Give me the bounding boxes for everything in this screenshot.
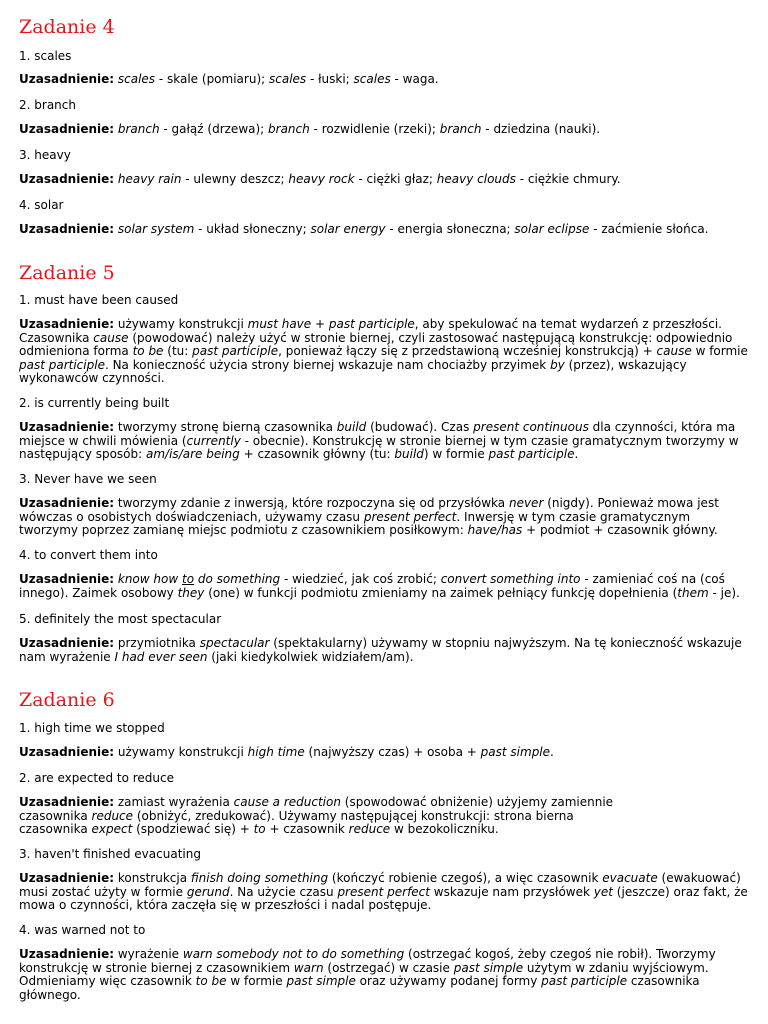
z6-explanation-1: Uzasadnienie: używamy konstrukcji high time (najwyższy czas) + osoba + past simple. <box>19 745 554 759</box>
zadanie-4-heading: Zadanie 4 <box>19 16 115 38</box>
z5-explanation-1: Uzasadnienie: używamy konstrukcji must have + past participle, aby spekulować na temat wydarzeń z przeszłości. Czasownika cause (powodować) należy użyć w stronie biernej, czyli zastosować następującą konstrukcję: odpowiednio odmieniona forma to be (tu: past participle, ponieważ łączy się z przedstawioną wcześniej konstrukcją) + cause w formie past participle. Na konieczność użycia strony biernej wskazuje nam chociażby przyimek by (przez), wskazujący wykonawców czynności. <box>19 317 748 386</box>
z4-explanation-3: Uzasadnienie: heavy rain - ulewny deszcz; heavy rock - ciężki głaz; heavy clouds - ciężkie chmury. <box>19 172 621 186</box>
z6-explanation-4: Uzasadnienie: wyrażenie warn somebody not to do something (ostrzegać kogoś, żeby czegoś nie robił). Tworzymy konstrukcję w stronie biernej z czasownikiem warn (ostrzegać) w czasie past simple użytym w zdaniu wyjściowym. Odmieniamy więc czasownik to be w formie past simple oraz używamy podanej formy past participle czasownika głównego. <box>19 947 716 1002</box>
z4-explanation-4: Uzasadnienie: solar system - układ słoneczny; solar energy - energia słoneczna; solar eclipse - zaćmienie słońca. <box>19 222 709 236</box>
z5-answer-1: 1. must have been caused <box>19 293 179 307</box>
z4-answer-2: 2. branch <box>19 98 76 112</box>
z4-answer-3: 3. heavy <box>19 148 71 162</box>
z4-explanation-1: Uzasadnienie: scales - skale (pomiaru); scales - łuski; scales - waga. <box>19 72 439 86</box>
zadanie-4-section <box>19 16 749 236</box>
zadanie-5-heading: Zadanie 5 <box>19 262 115 284</box>
z5-explanation-4: Uzasadnienie: know how to do something - wiedzieć, jak coś zrobić; convert something into - zamieniać coś na (coś innego). Zaimek osobowy they (one) w funkcji podmiotu zmieniamy na zaimek pełniący funkcję dopełnienia (them - je). <box>19 572 740 600</box>
z5-explanation-5: Uzasadnienie: przymiotnika spectacular (spektakularny) używamy w stopniu najwyższym. Na tę konieczność wskazuje nam wyrażenie I had ever seen (jaki kiedykolwiek widziałem/am). <box>19 636 742 664</box>
z5-answer-5: 5. definitely the most spectacular <box>19 612 222 626</box>
zadanie-6-section <box>19 689 749 1002</box>
z4-answer-4: 4. solar <box>19 198 64 212</box>
z5-answer-3: 3. Never have we seen <box>19 472 157 486</box>
z5-answer-2: 2. is currently being built <box>19 396 170 410</box>
zadanie-6-heading: Zadanie 6 <box>19 689 115 711</box>
z5-answer-4: 4. to convert them into <box>19 548 158 562</box>
z6-answer-2: 2. are expected to reduce <box>19 771 174 785</box>
z6-answer-4: 4. was warned not to <box>19 923 146 937</box>
z4-e1-label: Uzasadnienie: <box>19 72 115 86</box>
z4-answer-1: 1. scales <box>19 49 72 63</box>
z5-explanation-3: Uzasadnienie: tworzymy zdanie z inwersją, które rozpoczyna się od przysłówka never (nigdy). Ponieważ mowa jest wówczas o osobistych doświadczeniach, używamy czasu present perfect. Inwersję w tym czasie gramatycznym tworzymy poprzez zamianę miejsc podmiotu z czasownikiem posiłkowym: have/has + podmiot + czasownik główny. <box>19 496 719 538</box>
z4-explanation-2: Uzasadnienie: branch - gałąź (drzewa); branch - rozwidlenie (rzeki); branch - dziedzina (nauki). <box>19 122 601 136</box>
z6-explanation-3: Uzasadnienie: konstrukcja finish doing something (kończyć robienie czegoś), a więc czasownik evacuate (ewakuować) musi zostać użyty w formie gerund. Na użycie czasu present perfect wskazuje nam przysłówek yet (jeszcze) oraz fakt, że mowa o czynności, która zaczęła się w przeszłości i nadal postępuje. <box>19 871 748 913</box>
z6-explanation-2: Uzasadnienie: zamiast wyrażenia cause a reduction (spowodować obniżenie) użyjemy zamiennie czasownika reduce (obniżyć, zredukować). Używamy następującej konstrukcji: strona bierna czasownika expect (spodziewać się) + to + czasownik reduce w bezokoliczniku. <box>19 795 614 837</box>
z6-answer-1: 1. high time we stopped <box>19 721 165 735</box>
zadanie-5-section <box>19 262 749 664</box>
z6-answer-3: 3. haven't finished evacuating <box>19 847 201 861</box>
z5-explanation-2: Uzasadnienie: tworzymy stronę bierną czasownika build (budować). Czas present continuous dla czynności, która ma miejsce w chwili mówienia (currently - obecnie). Konstrukcję w stronie biernej w tym czasie gramatycznym tworzymy w następujący sposób: am/is/are being + czasownik główny (tu: build) w formie past participle. <box>19 420 739 462</box>
